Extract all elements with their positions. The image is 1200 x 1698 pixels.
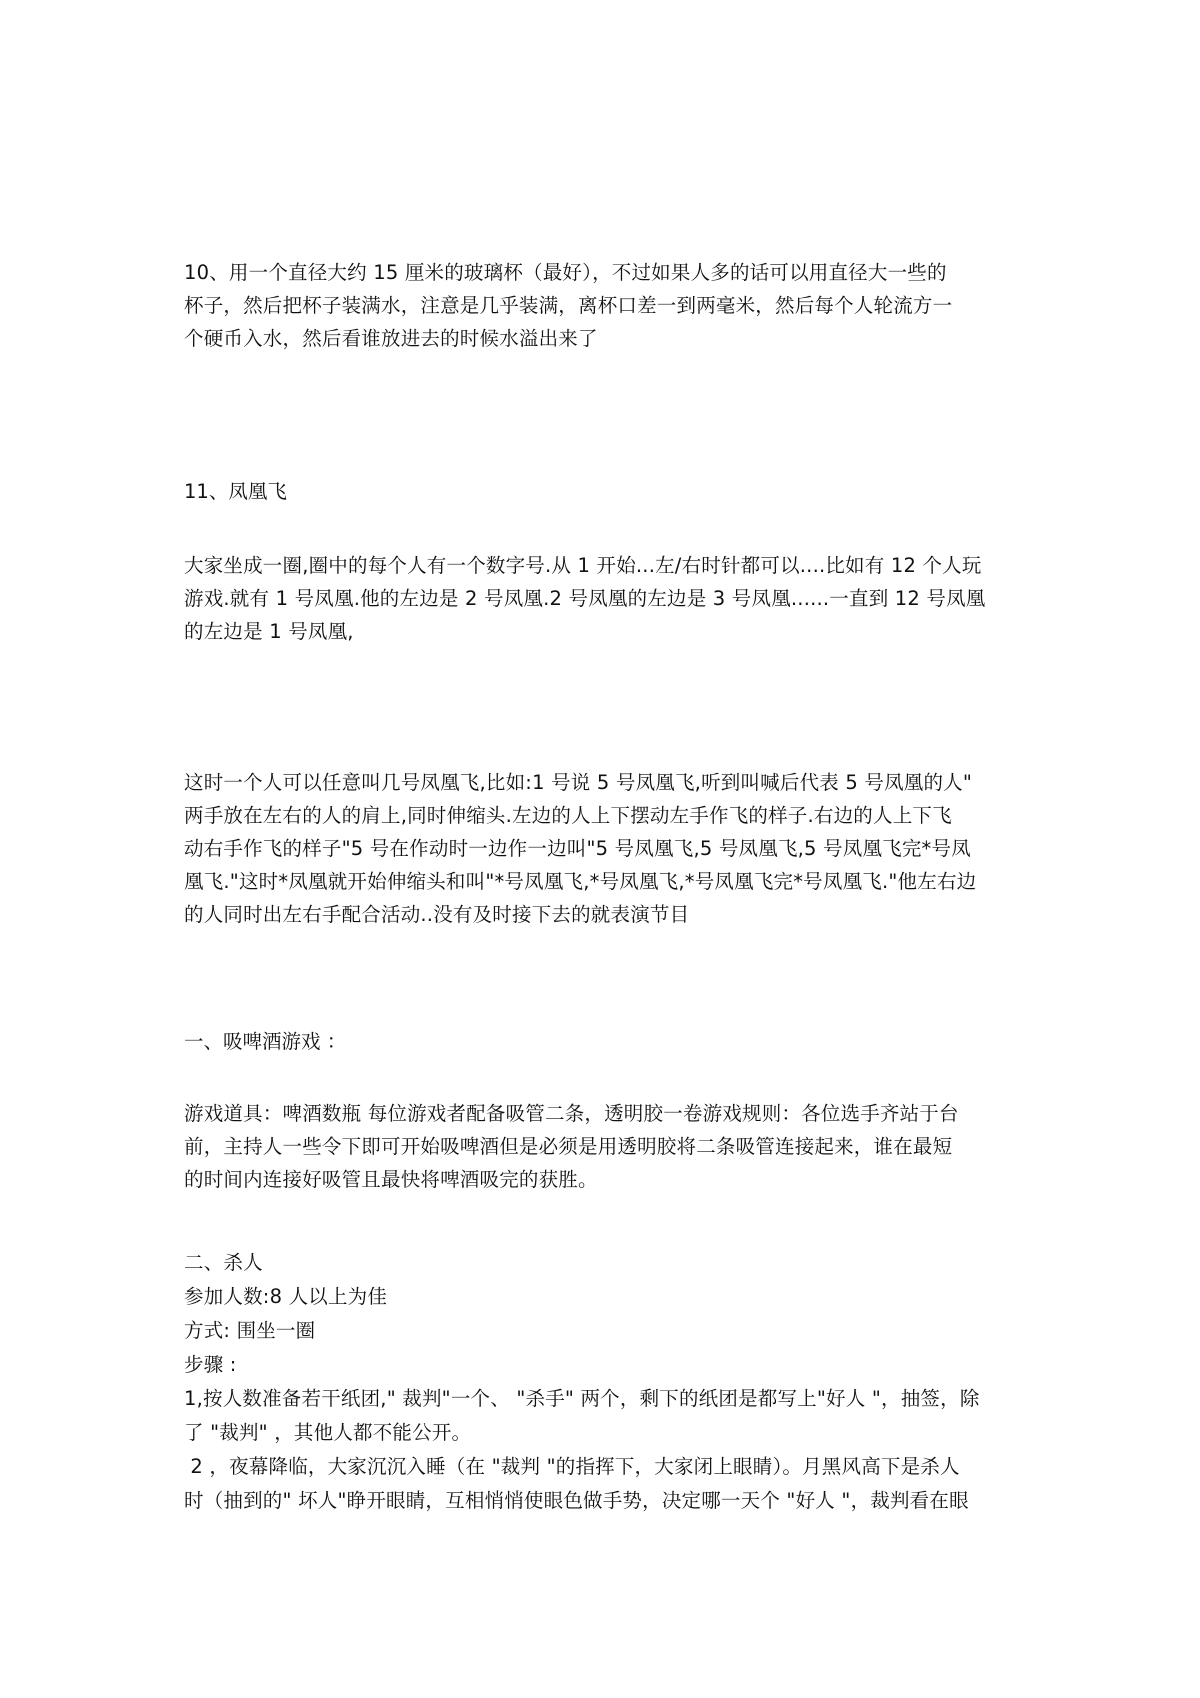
kill-game-section xyxy=(184,1246,1024,1518)
kill-steps-label: 步骤 : xyxy=(184,1353,237,1376)
text-line: 动右手作飞的样子"5 号在作动时一边作一边叫"5 号凤凰飞,5 号凤凰飞,5 号凤凰飞完*号凤 xyxy=(184,837,971,860)
kill-step2-line: 时（抽到的" 坏人"睁开眼睛，互相悄悄使眼色做手势，决定哪一天个 "好人 "，裁判看在眼 xyxy=(184,1489,969,1512)
text-line: 的左边是 1 号凤凰, xyxy=(184,620,354,643)
text-line: 个硬币入水，然后看谁放进去的时候水溢出来了 xyxy=(184,327,598,350)
beer-game-title: 一、吸啤酒游戏 ： xyxy=(184,1030,347,1053)
game11-paragraph-2 xyxy=(184,766,1024,931)
kill-method: 方式: 围坐一圈 xyxy=(184,1319,316,1342)
kill-step1-line: 1,按人数准备若干纸团," 裁判"一个、 "杀手" 两个，剩下的纸团是都写上"好人 "，抽签，除 xyxy=(184,1387,980,1410)
text-line: 这时一个人可以任意叫几号凤凰飞,比如:1 号说 5 号凤凰飞,听到叫喊后代表 5 号凤凰的人" xyxy=(184,771,973,794)
kill-step1-line: 了 "裁判" ，其他人都不能公开。 xyxy=(184,1421,472,1444)
text-line: 大家坐成一圈,圈中的每个人有一个数字号.从 1 开始...左/右时针都可以....比如有 12 个人玩 xyxy=(184,554,982,577)
text-line: 杯子，然后把杯子装满水，注意是几乎装满，离杯口差一到两毫米，然后每个人轮流方一 xyxy=(184,294,953,317)
text-line: 的时间内连接好吸管且最快将啤酒吸完的获胜。 xyxy=(184,1168,598,1191)
game10-paragraph xyxy=(184,256,1024,355)
text-line: 两手放在左右的人的肩上,同时伸缩头.左边的人上下摆动左手作飞的样子.右边的人上下飞 xyxy=(184,804,952,827)
text-line: 前，主持人一些令下即可开始吸啤酒但是必须是用透明胶将二条吸管连接起来，谁在最短 xyxy=(184,1135,953,1158)
kill-step2-line: 2 ，夜幕降临，大家沉沉入睡（在 "裁判 "的指挥下，大家闭上眼睛）。月黑风高下是杀人 xyxy=(184,1455,960,1478)
text-line: 凰飞."这时*凤凰就开始伸缩头和叫"*号凤凰飞,*号凤凰飞,*号凤凰飞完*号凤凰飞."他左右边 xyxy=(184,870,977,893)
kill-game-title: 二、杀人 xyxy=(184,1251,263,1274)
game11-title: 11、凤凰飞 xyxy=(184,480,287,503)
text-line: 10、用一个直径大约 15 厘米的玻璃杯（最好），不过如果人多的话可以用直径大一些的 xyxy=(184,261,947,284)
text-line: 游戏道具：啤酒数瓶 每位游戏者配备吸管二条，透明胶一卷游戏规则：各位选手齐站于台 xyxy=(184,1102,959,1125)
game11-paragraph-1 xyxy=(184,549,1024,648)
kill-players: 参加人数:8 人以上为佳 xyxy=(184,1285,388,1308)
text-line: 的人同时出左右手配合活动..没有及时接下去的就表演节目 xyxy=(184,903,690,926)
beer-game-paragraph xyxy=(184,1097,1024,1196)
text-line: 游戏.就有 1 号凤凰.他的左边是 2 号凤凰.2 号凤凰的左边是 3 号凤凰......一直到 12 号凤凰 xyxy=(184,587,986,610)
